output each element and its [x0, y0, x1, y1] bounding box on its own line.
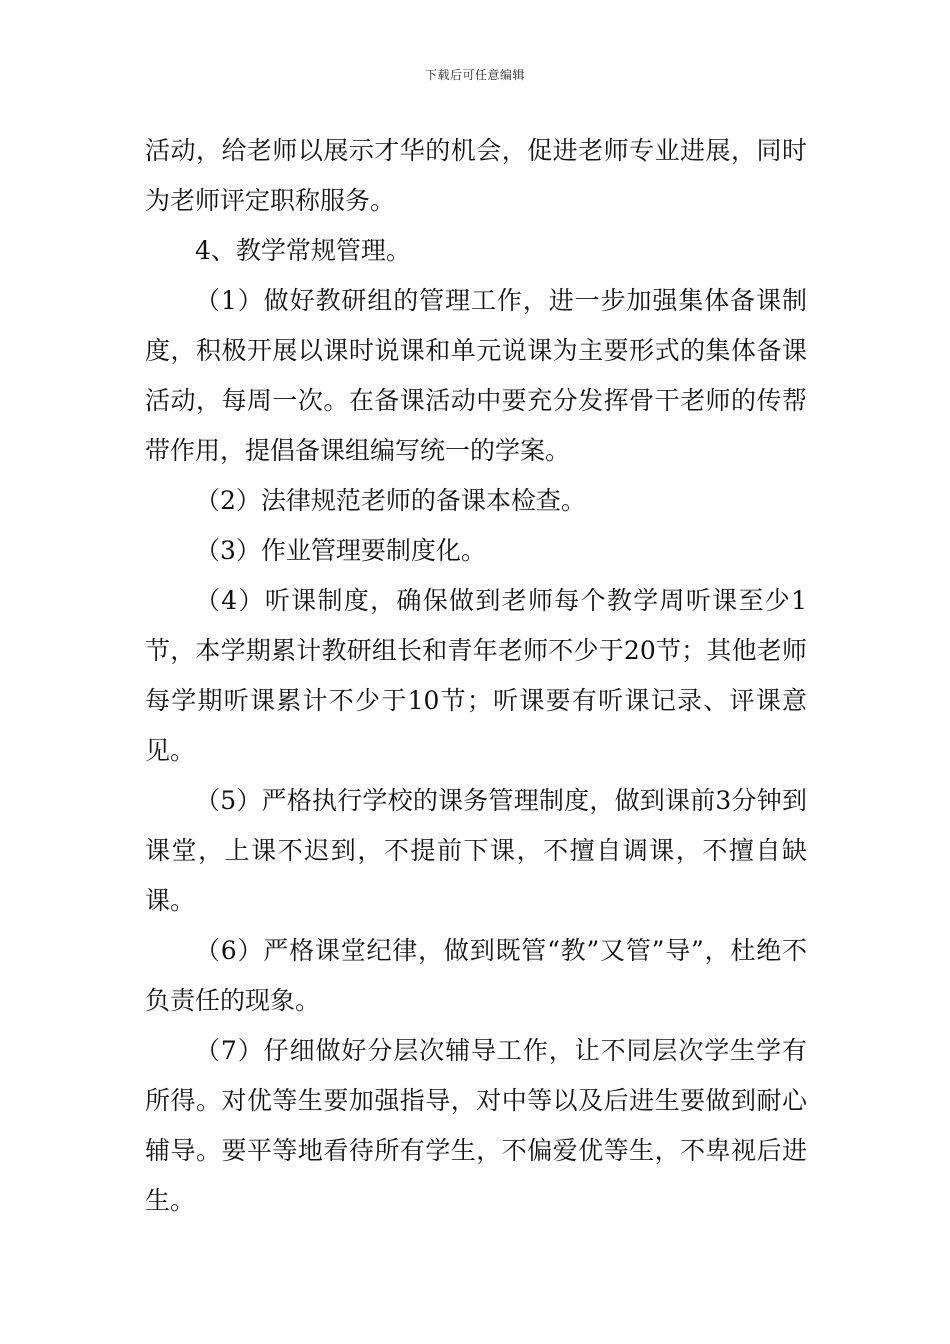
page-header: 下载后可任意编辑	[424, 68, 525, 82]
paragraph-item-3: （3）作业管理要制度化。	[195, 536, 486, 565]
paragraph-item-4: （4）听课制度，确保做到老师每个教学周听课至少1节，本学期累计教研组长和青年老师不少于20节；其他老师每学期听课累计不少于10节；听课要有听课记录、评课意见。	[145, 586, 807, 765]
paragraph-continuation: 活动，给老师以展示才华的机会，促进老师专业进展，同时为老师评定职称服务。	[145, 136, 807, 215]
document-body	[145, 126, 807, 1226]
paragraph-item-5: （5）严格执行学校的课务管理制度，做到课前3分钟到课堂，上课不迟到，不提前下课，不擅自调课，不擅自缺课。	[145, 786, 807, 915]
paragraph-item-1: （1）做好教研组的管理工作，进一步加强集体备课制度，积极开展以课时说课和单元说课为主要形式的集体备课活动，每周一次。在备课活动中要充分发挥骨干老师的传帮带作用，提倡备课组编写统一的学案。	[145, 286, 807, 465]
paragraph-item-2: （2）法律规范老师的备课本检查。	[195, 486, 586, 515]
paragraph-item-6: （6）严格课堂纪律，做到既管“教”又管”导”，杜绝不负责任的现象。	[145, 936, 807, 1015]
paragraph-item-7: （7）仔细做好分层次辅导工作，让不同层次学生学有所得。对优等生要加强指导，对中等以及后进生要做到耐心辅导。要平等地看待所有学生，不偏爱优等生，不卑视后进生。	[145, 1036, 807, 1215]
section-heading-teaching-routine: 4、教学常规管理。	[195, 236, 411, 265]
